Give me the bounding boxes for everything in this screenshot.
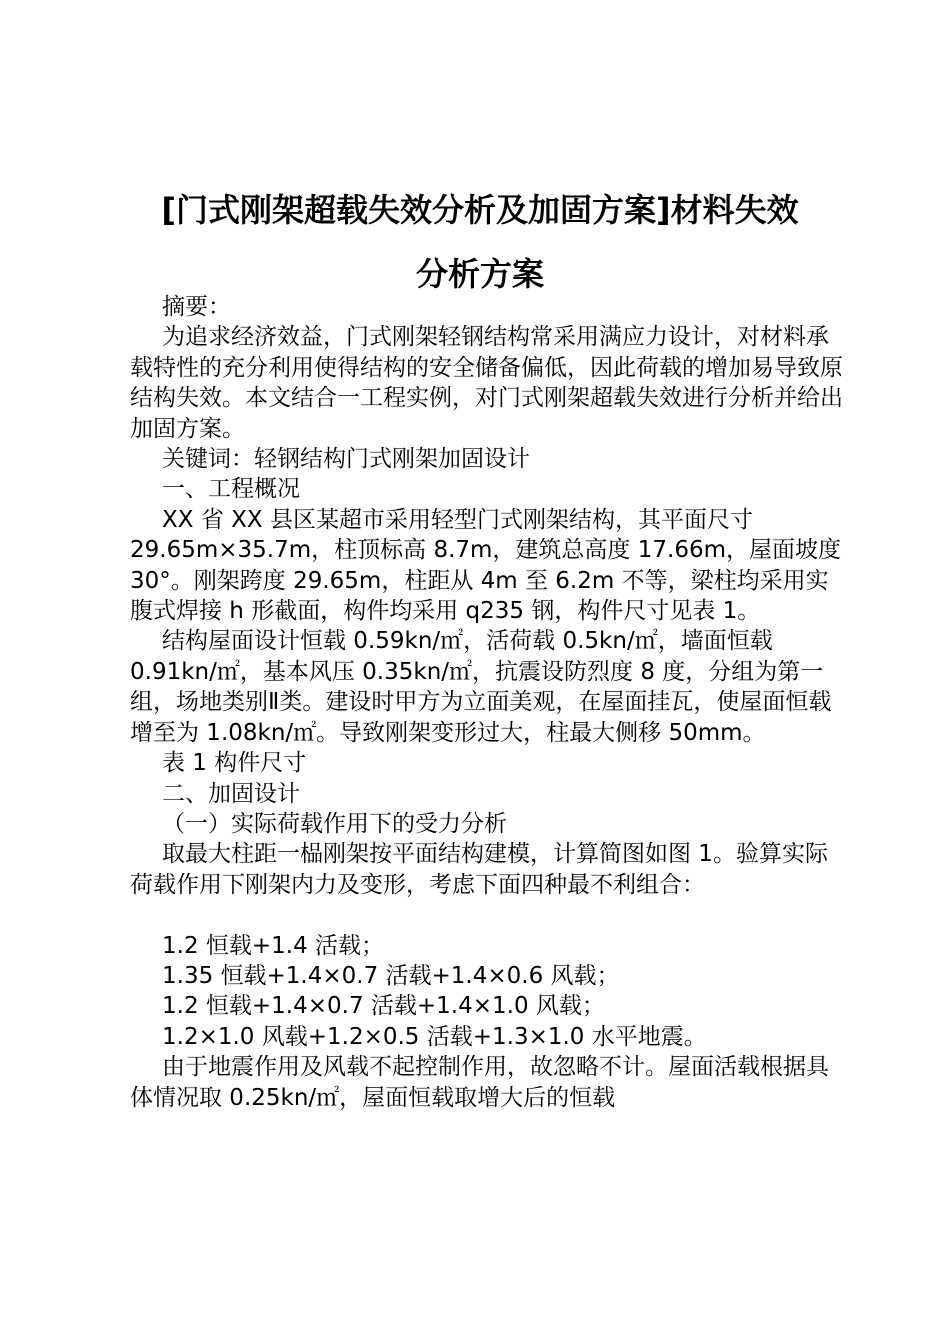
section-heading-2: 二、加固设计 <box>162 780 300 807</box>
paragraph-analysis: 取最大柱距一榀刚架按平面结构建模，计算简图如图 1。验算实际荷载作用下刚架内力及变形，考虑下面四种最不利组合： <box>130 841 828 898</box>
load-combination-1: 1.2 恒载+1.4 活载； <box>162 932 385 959</box>
blank-line <box>130 900 850 930</box>
table-caption: 表 1 构件尺寸 <box>162 750 307 777</box>
title-line-2: 分析方案 <box>415 255 544 293</box>
document-title <box>120 178 840 306</box>
subsection-heading-1: （一）实际荷载作用下的受力分析 <box>162 810 507 837</box>
document-body <box>130 292 850 1113</box>
abstract-label: 摘要： <box>162 294 231 320</box>
load-combination-3: 1.2 恒载+1.4×0.7 活载+1.4×1.0 风载； <box>162 993 605 1020</box>
load-combination-2: 1.35 恒载+1.4×0.7 活载+1.4×0.6 风载； <box>162 962 620 989</box>
abstract-text: 为追求经济效益，门式刚架轻钢结构常采用满应力设计，对材料承载特性的充分利用使得结构的安全储备偏低，因此荷载的增加易导致原结构失效。本文结合一工程实例，对门式刚架超载失效进行分析并给出加固方案。 <box>130 324 843 442</box>
load-combination-4: 1.2×1.0 风载+1.2×0.5 活载+1.3×1.0 水平地震。 <box>162 1023 707 1050</box>
section-heading-1: 一、工程概况 <box>162 476 300 503</box>
title-line-1: [门式刚架超载失效分析及加固方案]材料失效 <box>161 191 799 229</box>
paragraph-project-overview: XX 省 XX 县区某超市采用轻型门式刚架结构，其平面尺寸 29.65m×35.7m，柱顶标高 8.7m，建筑总高度 17.66m，屋面坡度 30°。刚架跨度 29.65m，柱距从 4m 至 6.2m 不等，梁柱均采用实腹式焊接 h 形截面，构件均采用 q235 钢，构件尺寸见表 1。 <box>130 506 841 625</box>
paragraph-loads: 结构屋面设计恒载 0.59kn/㎡，活荷载 0.5kn/㎡，墙面恒载 0.91kn/㎡，基本风压 0.35kn/㎡，抗震设防烈度 8 度，分组为第一组，场地类别Ⅱ类。建设时甲方为立面美观，在屋面挂瓦，使屋面恒载增至为 1.08kn/㎡。导致刚架变形过大，柱最大侧移 50mm。 <box>130 628 832 746</box>
paragraph-conclusion: 由于地震作用及风载不起控制作用，故忽略不计。屋面活载根据具体情况取 0.25kn/㎡，屋面恒载取增大后的恒载 <box>130 1054 829 1111</box>
keywords: 关键词：轻钢结构门式刚架加固设计 <box>162 446 530 473</box>
